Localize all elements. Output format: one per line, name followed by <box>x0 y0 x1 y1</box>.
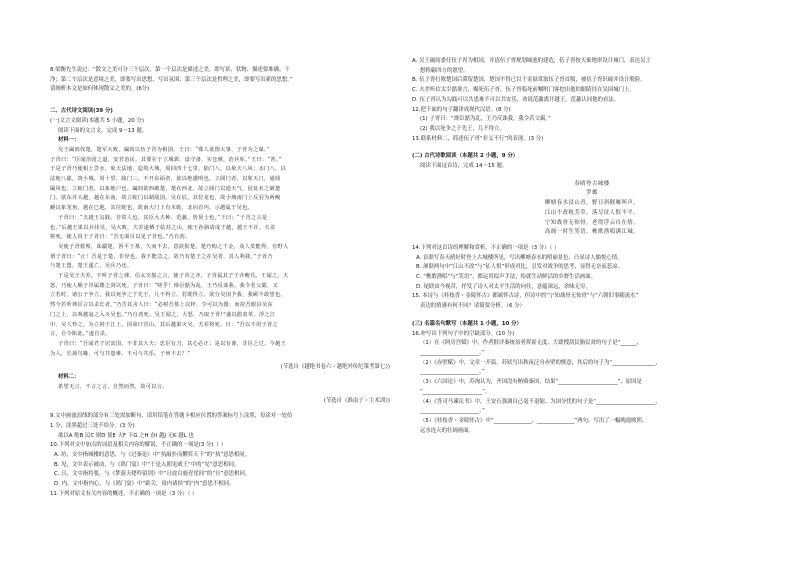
left-column-line: 希望无言，不言之言，自然而然，故可以言。 <box>58 383 168 390</box>
right-column-line: （1）在《阿房宫赋》中，作者批评秦统治者挥霍无度、大肆搜刮民脂民膏的句子是“______， <box>420 340 642 347</box>
left-column-line: 中。吴人怜之，为立祠于江上，因命曰胥山。其后越果灭吴，夫差将死，曰：“吾以不用子胥之 <box>50 321 278 328</box>
left-column-line: 门。欲东并大越，越在东南，故立蛇门以制敌国。吴在辰，其位龙也，故小城南门上反羽为两鲵 <box>50 195 281 202</box>
right-column-line: “______________________”。 <box>420 388 491 395</box>
right-column-line: 14.下列对这首诗的理解和赏析，不正确的一项是（3 分）（ ） <box>412 244 560 251</box>
left-column-line: 请阐析本文是如何体现散文之美的。(6分) <box>50 86 150 93</box>
left-column-line: C. 且，文中指将要，与《梦游天姥吟留别》中“且放白鹿青崖间”的“且”意思相同。 <box>54 471 251 478</box>
left-column-line: 材料二： <box>58 374 80 381</box>
left-column-line: 谓子胥曰：“止！吾是于楚，非异也。我不能急之，故乃有楚子之在吴者，其人利我。”子胥乃 <box>50 253 273 260</box>
left-column-line: 怒，乃使人赐子胥属镂之剑以死。子胥曰：“嗟乎！谗臣嚭为乱，王乃反诛我。我令若父霸，又 <box>50 282 278 289</box>
right-column-line: B. 颔联两句中“江山不改”与“征人恨”形成对比，引发对战争的思考，显得无奈而悲凉。 <box>416 264 623 271</box>
left-column-line: D. 内，文中指内心，与《鸿门宴》中“距关，毋内诸侯”的“内”意思不相同。 <box>54 481 235 488</box>
right-column-line: （3）《六国论》中，苏洵认为，齐国没有贿赂秦国，结果“______________________”，原因是 <box>420 379 642 386</box>
left-column-line: 子胥曰：“臣闻治国之道，安君治民，其要在于立城郭，设守备，实仓廪，治兵库。”王曰：“善。” <box>50 156 282 163</box>
left-column-line: A. 坊，文中指城楼的意思，与《过秦论》中“执敲扑而鞭笞天下”的“执”意思相同。 <box>54 452 251 459</box>
left-column-line: (节选自《淮南子・主术训》) <box>323 397 390 404</box>
right-column-line: (1) 子胥曰：“谗臣嚭为乱，王乃反诛我。我令若父霸。” <box>420 116 551 123</box>
left-column-line: 8.梁衡先生说过：“散文之美可分三个层次。第一个层次是描述之美，即写景、状物、描述要准确、干 <box>50 67 290 73</box>
left-column-line: 为人，长颈鸟喙，可与共患难，不可与共乐。子何不去？” <box>50 350 191 357</box>
left-column-line: 阖风也。立蛇门者，以象地户也。阖闾欲西破楚，楚在西北，故立阊门以通天气，因复名之破楚 <box>50 185 281 192</box>
left-column-line: (一)文言文阅读(本题共 5 小题，20 分) <box>50 117 144 124</box>
left-column-line: 10.下列对文中加点的词语及相关内容的解说，不正确的一项是(3 分)（ ） <box>50 442 226 449</box>
left-column-line: (节选自《越绝书卷六・越绝外传纪策考第七》) <box>280 364 390 371</box>
left-column-line: 也。”后越王果以兵伐吴，吴大败。夫差遂栖于姑苏之山，使王孙骆请成于越，越王不许。夫差 <box>50 224 276 231</box>
left-column <box>50 0 410 500</box>
left-column-line: 材料一： <box>58 137 80 144</box>
right-column-line: ______________________。” <box>420 369 485 376</box>
left-column-line: 11.下列对原文有关内容的概述，不正确的一项是（3 分）（ ） <box>50 490 198 497</box>
left-column-line: 子胥曰：“夫越王勾践，非常人也，其臣大夫种、范蠡，皆贤士也。”王曰：“子胥之言是 <box>58 214 268 221</box>
right-column-line: (二) 古代诗歌阅读（本题共 2 小题，9 分） <box>412 153 519 160</box>
left-column-line: 子胥曰：“吾闻君子居其国，不非其大夫；忠臣有刀，其心必正；是以有谗，非臣之过。今越王 <box>58 340 286 347</box>
right-column-line: C. 夫差听信太宰嚭谗言，赐死伍子胥，伍子胥临死前嘱咐门客挖出他的眼睛挂在吴国城门上。 <box>412 87 635 94</box>
right-column-line: 远水连天的壮阔画面。 <box>420 427 474 434</box>
left-column-line: 1 分，涂黑超过三处不给分。(3 分) <box>50 422 135 429</box>
left-column-line: 法地八聪。筑小城，周十里，陵门三，不开东面者，欲以绝越明也。立阊门者，以象天门，通阊 <box>50 176 281 183</box>
right-column-line: （4）《答司马谏议书》中，王安石强调自己毫不退缩、为国分忧的句子是“______________________， <box>420 398 661 405</box>
left-column-line: 吴王阖闾伐楚，楚军大败。阖闾以伍子胥为相国，王曰：“寡人欲图大事，子胥为之谋。” <box>58 146 270 153</box>
right-column-line: （2）《赤壁赋》中，文章一开篇，苏轼写出秋夜泛舟赤壁的惬意，其后的句子为“________________， <box>420 359 661 366</box>
right-column-line: ______________________。” <box>420 349 485 356</box>
left-column-line: 阅读下面的文言文，完成 9～13 题。 <box>58 127 148 134</box>
left-column-line: 吴使子胥救蔡，诛疆楚，笞平王墓，久而不去，意欲报楚。楚乃购之千金，众人莫能得。有野人 <box>58 243 289 250</box>
left-column-line: 与楚王盟，楚王遂亡，吴兵乃还。 <box>50 263 133 270</box>
right-column-line: D. 伍子胥认为勾践可以共患难不可以共安乐，劝说范蠡离开越王，范蠡认同他的看法。 <box>412 96 620 103</box>
right-column-line: B. 伍子胥打败楚国后滞留楚国，楚国不得已以千金悬赏取伍子胥首级，被伍子胥识破并设计脱险。 <box>412 77 646 84</box>
right-column-line: C. “樵歌渔唱”与“笑语”，都运用拟声手法，绘就生动鲜活的乡野生活画面。 <box>416 274 597 281</box>
right-column-line: 13.联系材料二，简述伍子胥“非义不行”的表现。(3 分) <box>412 135 544 142</box>
right-column-line: 12.把下面的句子翻译成现代汉语。(8 分) <box>412 106 511 113</box>
left-column-line: 于是吴王夫差，不听子胥之谏，信太宰嚭之言，使子胥之齐，子胥属其子于齐鲍氏。王闻之，大 <box>58 273 289 280</box>
right-column <box>412 0 772 436</box>
right-column-line: 想称霸四方的愿望。 <box>420 67 469 74</box>
right-column-line: A. 首联写春天晴好时登上古城楼所见，写出柳塘春水的明丽景色，凸显诗人愉悦心情。 <box>416 254 623 261</box>
left-column-line: 将死，使人说于子胥曰：“吾无面目以见子胥也。”乃自刭。 <box>50 234 191 241</box>
left-column-line: 立若时，诸公子争立，我以死争之于先王，几不得立。若既得立，欲分吴国予我，我顾不敢望也。 <box>50 292 286 299</box>
left-column-line: 然今若听谀臣言以杀长者。”乃告其舍人曰：“必树吾墓上以梓，令可以为器；而抉吾眼县吴东 <box>50 302 273 309</box>
right-column-line: A. 吴王阖闾委任伍子胥为相国，并请伍子胥规划城池的建造，伍子胥按天象地形设计城门，表达吴王 <box>412 58 651 64</box>
right-column-line: (三) 名篇名句默写（本题共 1 小题，10 分） <box>412 320 522 327</box>
left-column-line: 净；第二个层次是意境之美，即要写出思想、写出氛围；第三个层次是哲理之美，即要写出新的思想。” <box>50 76 293 83</box>
left-column-line: 言，自令陷此。”遂自杀。 <box>50 331 111 338</box>
right-column-line: 江山不改秋芳草，落尽征人恨不平。 <box>544 209 640 216</box>
right-column-line: 16.补写出下列句子中的空缺部分。(10 分) <box>412 330 515 337</box>
right-column-line: 15. 本诗与《桂枝香・金陵怀古》都属怀古诗，但诗中的“宁知战骨无惊骨”与“六朝旧事随流水” <box>412 293 639 300</box>
right-column-line: D. 尾联由今视昔，抒发了诗人对太平生活的向往，意蕴深远，余味无穷。 <box>416 283 591 290</box>
right-column-line: 柳塘春水浸山青，野日斜催雁叫声。 <box>544 200 640 207</box>
left-column-line: 门之上，以观越寇之入灭吴也。”乃自刭死。吴王闻之，大怒，乃取子胥尸盛以鸱夷革，浮之江 <box>50 311 276 318</box>
right-column-line: 高阁一时生笑语，樵歌渔唱满江城。 <box>544 229 640 236</box>
right-column-line: 表达的情感有何不同？请简要分析。（6 分） <box>420 303 525 310</box>
right-column-line: (2) 我以死争之于先王，几不得立。 <box>420 125 505 132</box>
left-column-line: 欲以A 绝B 民C 则D 使E 天F 下G 之H 奋I 越J 无K 越L 也 <box>58 432 194 439</box>
left-column-line: 鱙以象龙角。越在巳地，其位蛇也，故南大门上有木蛇，北向首内，示越属于吴也。 <box>50 205 254 212</box>
right-column-line: 罗邺 <box>586 190 598 197</box>
right-column-line: 阅读下面这首诗，完成 14～15 题。 <box>420 163 508 170</box>
left-column-line: 于是子胥乃使相土尝水，象天法地，造筑大城，周回四十七里。陆门八，以象天八风；水门八，以 <box>50 166 286 173</box>
right-column-line: 春晴登古城楼 <box>574 180 610 187</box>
left-column-line: 二、古代诗文阅读(39 分) <box>50 108 113 115</box>
left-column-line: B. 见，文中表示被动，与《鸿门宴》中“于是入朝见威王”中的“见”意思相同。 <box>54 461 240 468</box>
right-column-line: （5）《桂枝香・金陵怀古》中“______________，______________”两句，写出了一幅晚霞映照、 <box>420 417 648 424</box>
right-column-line: ______________________。” <box>420 408 485 415</box>
left-column-line: 9.文中画波浪线的部分有三处需加断句，请用铅笔在答题卡相应位置的答案标号上涂黑，每涂对一处给 <box>50 413 293 420</box>
right-column-line: 宁知战骨无惊骨，老得浮云自在情。 <box>544 219 640 226</box>
